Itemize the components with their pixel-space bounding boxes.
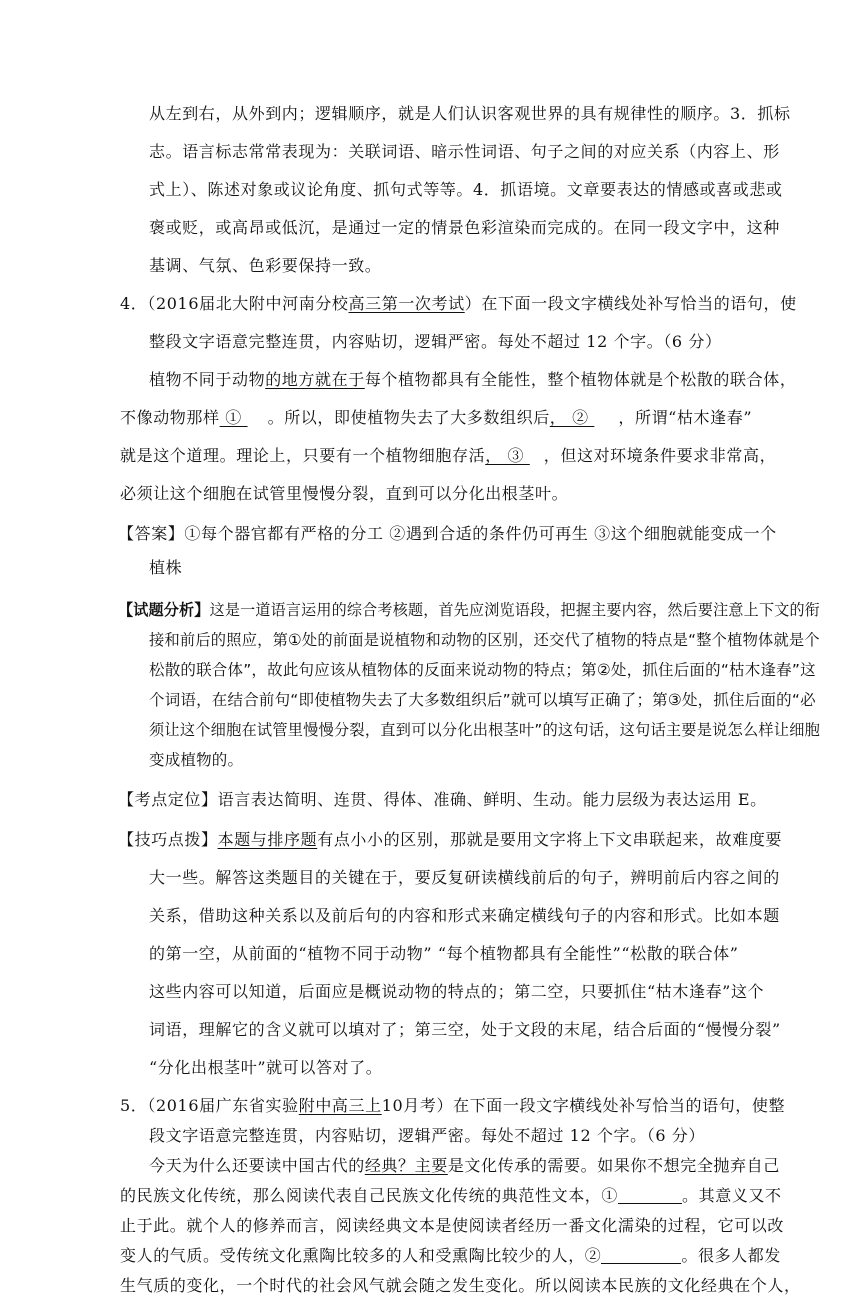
kaodian-line: 【考点定位】语言表达简明、连贯、得体、准确、鲜明、生动。能力层级为表达运用 E。 xyxy=(118,790,767,809)
question-instruction: ）在下面一段文字横线处补写恰当的语句，使 xyxy=(464,294,797,313)
passage-line: 不像动物那样 ① 。所以，即使植物失去了大多数组织后， ② ，所谓“枯木逢春” xyxy=(120,408,753,427)
intro-line: 式上）、陈述对象或议论角度、抓句式等等。4．抓语境。文章要表达的情感或喜或悲或 xyxy=(149,180,783,199)
analysis-tag: 【试题分析】 xyxy=(118,601,210,619)
blank-1 xyxy=(618,1187,682,1204)
analysis-line: 松散的联合体”，故此句应该从植物体的反面来说动物的特点；第②处，抓住后面的“枯木逢春”这 xyxy=(149,661,816,679)
question-number: 4． xyxy=(120,294,148,313)
answer-text: ①每个器官都有严格的分工 ②遇到合适的条件仍可再生 ③这个细胞就能变成一个 xyxy=(184,524,777,543)
passage-line: 生气质的变化，一个时代的社会风气就会随之发生变化。所以阅读本民族的文化经典在个人， xyxy=(120,1276,801,1295)
answer-line xyxy=(118,524,777,544)
analysis-line: 须让这个细胞在试管里慢慢分裂，直到可以分化出根茎叶”的这句话，这句话主要是说怎么样让细胞 xyxy=(149,721,821,739)
passage-line: 止于此。就个人的修养而言，阅读经典文本是使阅读者经历一番文化濡染的过程，它可以改 xyxy=(120,1216,785,1235)
passage-line: 就是这个道理。理论上，只要有一个植物细胞存活， ③ ，但这对环境条件要求非常高， xyxy=(120,446,777,465)
jiqiao-line: 这些内容可以知道，后面应是概说动物的特点的；第二空，只要抓住“枯木逢春”这个 xyxy=(149,982,765,1001)
analysis-line: 【试题分析】这是一道语言运用的综合考核题，首先应浏览语段，把握主要内容，然后要注意上下文的衔 xyxy=(118,601,820,619)
jiqiao-line: 的第一空，从前面的“植物不同于动物” “每个植物都具有全能性”“松散的联合体” xyxy=(149,944,739,963)
passage-line: 变人的气质。受传统文化熏陶比较多的人和受熏陶比较少的人，② 。很多人都发 xyxy=(120,1246,782,1265)
answer-tag: 【答案】 xyxy=(118,524,185,543)
analysis-line: 接和前后的照应，第①处的前面是说植物和动物的区别，还交代了植物的特点是“整个植物体就是个 xyxy=(149,631,820,649)
kaodian-tag: 【考点定位】 xyxy=(118,790,218,809)
jiqiao-line: 词语，理解它的含义就可以填对了；第三空，处于文段的末尾，结合后面的“慢慢分裂” xyxy=(149,1020,781,1039)
jiqiao-line: 大一些。解答这类题目的关键在于，要反复研读横线前后的句子，辨明前后内容之间的 xyxy=(149,868,780,887)
question-4-header xyxy=(120,294,797,314)
question-source-underlined: 高三第一次考试 xyxy=(348,294,465,313)
passage-line: 的民族文化传统，那么阅读代表自己民族文化传统的典范性文本，① 。其意义又不 xyxy=(120,1186,782,1205)
blank-2: ， ② xyxy=(549,408,595,427)
question-number: 5． xyxy=(120,1096,148,1115)
blank-3: ， ③ xyxy=(485,446,530,465)
jiqiao-line: “分化出根茎叶”就可以答对了。 xyxy=(149,1058,383,1077)
passage-line: 必须让这个细胞在试管里慢慢分裂，直到可以分化出根茎叶。 xyxy=(120,484,569,503)
analysis-line: 个词语，在结合前句“即使植物失去了大多数组织后”就可以填写正确了；第③处，抓住后面的“必 xyxy=(149,691,816,709)
passage-line: 植物不同于动物的地方就在于每个植物都具有全能性，整个植物体就是个松散的联合体， xyxy=(149,370,797,389)
jiqiao-tag: 【技巧点拨】 xyxy=(118,830,218,849)
jiqiao-line: 关系，借助这种关系以及前后句的内容和形式来确定横线句子的内容和形式。比如本题 xyxy=(149,906,780,925)
intro-line: 褒或贬，或高昂或低沉，是通过一定的情景色彩渲染而完成的。在同一段文字中，这种 xyxy=(149,218,780,237)
question-4-instruction: 整段文字语意完整连贯，内容贴切，逻辑严密。每处不超过 12 个字。（6 分） xyxy=(149,332,722,351)
analysis-line: 变成植物的。 xyxy=(149,751,244,769)
blank-1: ① xyxy=(219,408,248,427)
jiqiao-line: 【技巧点拨】本题与排序题有点小小的区别，那就是要用文字将上下文串联起来，故难度要 xyxy=(118,830,783,849)
intro-line: 志。语言标志常常表现为：关联词语、暗示性词语、句子之间的对应关系（内容上、形 xyxy=(149,142,780,161)
intro-line: 基调、气氛、色彩要保持一致。 xyxy=(149,256,382,275)
intro-line: 从左到右，从外到内；逻辑顺序，就是人们认识客观世界的具有规律性的顺序。3．抓标 xyxy=(149,104,791,123)
question-source: （2016届北大附中河南分校 xyxy=(147,294,349,313)
question-5-instruction: 段文字语意完整连贯，内容贴切，逻辑严密。每处不超过 12 个字。（6 分） xyxy=(149,1126,705,1145)
answer-line: 植株 xyxy=(149,558,183,577)
blank-2 xyxy=(601,1247,681,1264)
passage-line: 今天为什么还要读中国古代的经典？主要是文化传承的需要。如果你不想完全抛弃自己 xyxy=(149,1156,780,1175)
question-5-header: 5．（2016届广东省实验附中高三上10月考）在下面一段文字横线处补写恰当的语句，使整 xyxy=(120,1096,786,1115)
